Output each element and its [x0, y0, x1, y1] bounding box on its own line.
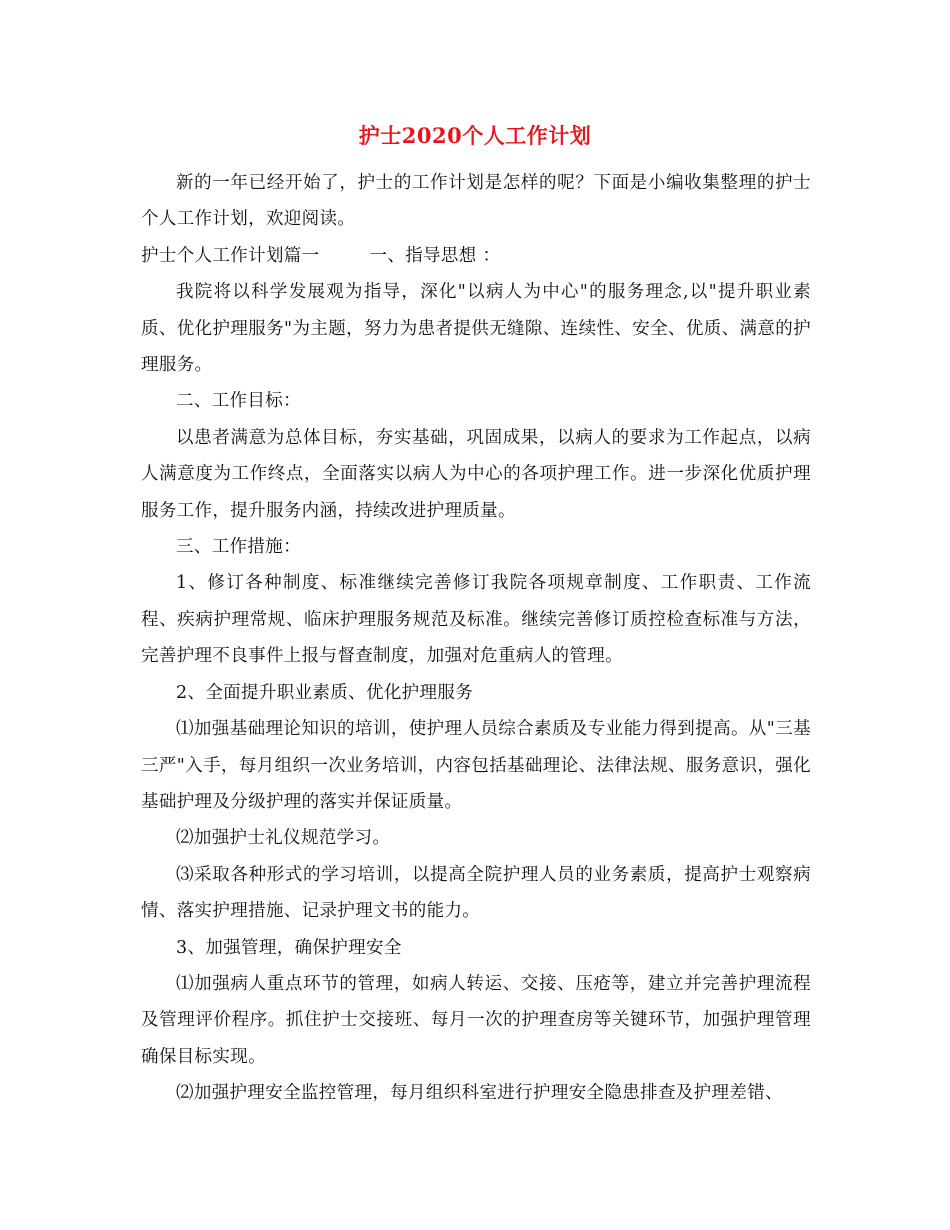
- heading-measure-3: 3、加强管理，确保护理安全: [176, 937, 402, 958]
- document-title: 护士2020个人工作计划: [358, 123, 592, 148]
- paragraph-measure-3-2: ⑵加强护理安全监控管理，每月组织科室进行护理安全隐患排查及护理差错、: [176, 1083, 783, 1104]
- section-heading-line: [141, 238, 811, 274]
- section-label: 护士个人工作计划篇一: [141, 245, 320, 266]
- paragraph-measure-2-2: ⑵加强护士礼仪规范学习。: [176, 828, 391, 849]
- document-body: [141, 165, 811, 1112]
- heading-work-measures: 三、工作措施：: [176, 537, 301, 558]
- heading-guiding-ideology: 一、指导思想 ：: [369, 245, 501, 266]
- heading-work-goals: 二、工作目标：: [176, 391, 301, 412]
- intro-paragraph: 新的一年已经开始了，护士的工作计划是怎样的呢？下面是小编收集整理的护士个人工作计划，欢迎阅读。: [141, 173, 811, 230]
- paragraph-measure-3-1: ⑴加强病人重点环节的管理，如病人转运、交接、压疮等，建立并完善护理流程及管理评价程序。抓住护士交接班、每月一次的护理查房等关键环节，加强护理管理确保目标实现。: [141, 973, 811, 1067]
- paragraph-measure-2-3: ⑶采取各种形式的学习培训，以提高全院护理人员的业务素质，提高护士观察病情、落实护理措施、记录护理文书的能力。: [141, 864, 811, 922]
- paragraph-guiding-ideology: 我院将以科学发展观为指导，深化"以病人为中心"的服务理念,以"提升职业素质、优化护理服务"为主题，努力为患者提供无缝隙、连续性、安全、优质、满意的护理服务。: [141, 282, 811, 376]
- paragraph-measure-1: 1、修订各种制度、标准继续完善修订我院各项规章制度、工作职责、工作流程、疾病护理常规、临床护理服务规范及标准。继续完善修订质控检查标准与方法，完善护理不良事件上报与督查制度，加强对危重病人的管理。: [141, 573, 811, 667]
- paragraph-work-goals: 以患者满意为总体目标，夯实基础，巩固成果，以病人的要求为工作起点，以病人满意度为工作终点，全面落实以病人为中心的各项护理工作。进一步深化优质护理服务工作，提升服务内涵，持续改进护理质量。: [141, 427, 811, 521]
- heading-measure-2: 2、全面提升职业素质、优化护理服务: [176, 682, 474, 703]
- paragraph-measure-2-1: ⑴加强基础理论知识的培训，使护理人员综合素质及专业能力得到提高。从"三基三严"入手，每月组织一次业务培训，内容包括基础理论、法律法规、服务意识，强化基础护理及分级护理的落实并保证质量。: [141, 719, 811, 812]
